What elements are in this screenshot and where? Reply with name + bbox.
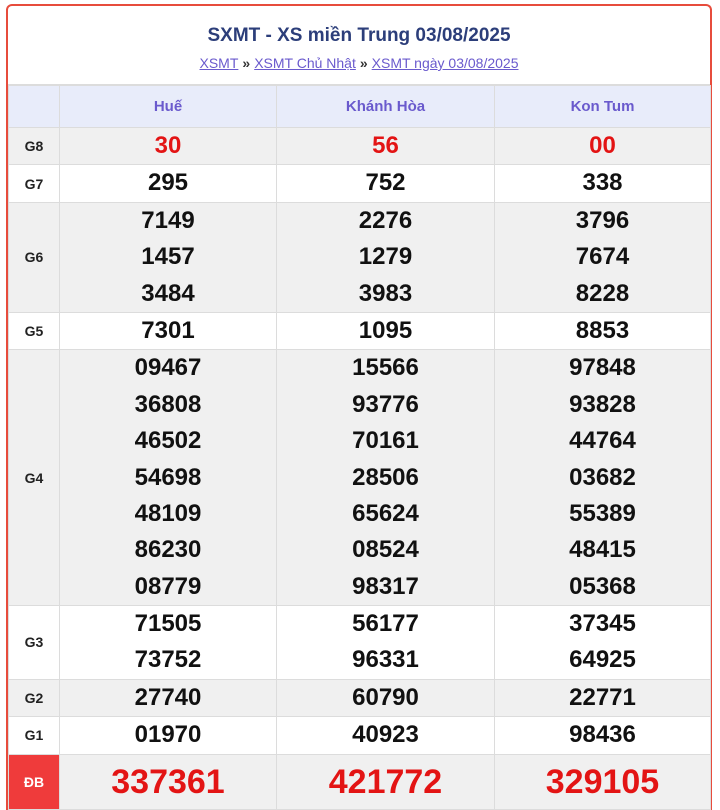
prize-number: 56177	[352, 610, 419, 638]
prize-cell	[495, 679, 711, 716]
prize-row	[9, 312, 711, 349]
page-title: SXMT - XS miền Trung 03/08/2025	[207, 25, 511, 46]
prize-cell	[495, 128, 711, 165]
prize-number: 64925	[569, 646, 636, 674]
prize-cell	[60, 679, 277, 716]
column-header-hue: Huế	[60, 86, 277, 128]
breadcrumb-link-date[interactable]: XSMT ngày 03/08/2025	[371, 55, 519, 71]
prize-cell	[60, 128, 277, 165]
prize-number: 338	[582, 169, 623, 197]
prize-cell	[60, 606, 277, 680]
prize-cell	[277, 754, 495, 809]
prize-cell	[277, 128, 495, 165]
prize-number: 48415	[569, 536, 636, 564]
special-prize-row	[9, 754, 711, 809]
prize-number: 93828	[569, 390, 636, 418]
prize-number: 752	[365, 169, 406, 197]
prize-label: G4	[9, 350, 60, 606]
prize-cell	[277, 679, 495, 716]
prize-number: 01970	[134, 721, 202, 749]
prize-number: 7301	[141, 316, 195, 344]
table-header-row	[9, 86, 711, 128]
prize-number: 93776	[352, 390, 419, 418]
prize-number: 65624	[352, 499, 419, 527]
breadcrumb-separator: »	[359, 55, 368, 71]
prize-number: 295	[147, 169, 189, 197]
breadcrumb-link-xsmt[interactable]: XSMT	[199, 55, 239, 71]
prize-number: 97848	[569, 354, 636, 382]
prize-number: 7149	[141, 206, 195, 234]
prize-cell	[60, 312, 277, 349]
prize-label: G8	[9, 128, 60, 165]
prize-number: 28506	[352, 463, 419, 491]
prize-cell	[277, 312, 495, 349]
prize-number: 40923	[352, 721, 419, 749]
prize-row	[9, 717, 711, 754]
prize-number: 54698	[134, 463, 202, 491]
prize-number: 421772	[328, 762, 443, 801]
prize-row	[9, 165, 711, 202]
prize-number: 15566	[352, 354, 419, 382]
prize-cell	[277, 606, 495, 680]
column-header-kon-tum: Kon Tum	[495, 86, 711, 128]
prize-number: 7674	[575, 243, 630, 271]
prize-number: 86230	[134, 536, 202, 564]
column-header-khanh-hoa: Khánh Hòa	[277, 86, 495, 128]
prize-cell	[495, 606, 711, 680]
prize-number: 337361	[111, 762, 225, 801]
prize-number: 8228	[575, 279, 630, 307]
prize-number: 96331	[352, 646, 419, 674]
prize-cell	[495, 202, 711, 312]
prize-cell	[495, 754, 711, 809]
prize-number: 46502	[134, 427, 202, 455]
prize-label: ĐB	[9, 754, 60, 809]
prize-cell	[277, 350, 495, 606]
prize-number: 05368	[569, 572, 636, 600]
prize-number: 08524	[352, 536, 419, 564]
prize-cell	[60, 165, 277, 202]
prize-number: 09467	[134, 354, 202, 382]
prize-number: 30	[154, 132, 182, 159]
prize-cell	[60, 754, 277, 809]
prize-number: 00	[589, 132, 616, 159]
results-table	[8, 85, 711, 810]
prize-cell	[60, 202, 277, 312]
prize-number: 22771	[569, 683, 636, 711]
prize-row	[9, 350, 711, 606]
prize-label: G7	[9, 165, 60, 202]
prize-number: 44764	[569, 427, 636, 455]
results-panel	[6, 4, 712, 810]
prize-cell	[495, 350, 711, 606]
breadcrumb-link-sunday[interactable]: XSMT Chủ Nhật	[254, 55, 356, 71]
breadcrumb	[8, 54, 710, 72]
prize-number: 55389	[569, 499, 636, 527]
results-body	[9, 128, 711, 810]
prize-cell	[60, 350, 277, 606]
prize-cell	[60, 717, 277, 754]
prize-label: G3	[9, 606, 60, 680]
prize-cell	[495, 312, 711, 349]
prize-number: 36808	[134, 390, 202, 418]
prize-label: G2	[9, 679, 60, 716]
prize-number: 98436	[569, 721, 636, 749]
prize-number: 71505	[134, 610, 202, 638]
prize-number: 70161	[352, 427, 419, 455]
prize-number: 1279	[358, 243, 413, 271]
results-header	[8, 6, 710, 85]
breadcrumb-separator: »	[242, 55, 251, 71]
prize-number: 3983	[358, 279, 413, 307]
prize-number: 329105	[545, 762, 660, 801]
prize-cell	[277, 165, 495, 202]
prize-number: 1457	[141, 243, 195, 271]
prize-number: 3484	[141, 279, 195, 307]
prize-number: 08779	[134, 572, 202, 600]
prize-cell	[277, 717, 495, 754]
prize-number: 37345	[569, 610, 636, 638]
prize-row	[9, 128, 711, 165]
prize-number: 98317	[352, 572, 419, 600]
prize-number: 1095	[358, 316, 413, 344]
prize-number: 73752	[134, 646, 202, 674]
prize-cell	[277, 202, 495, 312]
prize-label: G5	[9, 312, 60, 349]
prize-row	[9, 606, 711, 680]
prize-row	[9, 202, 711, 312]
prize-number: 2276	[358, 206, 413, 234]
prize-number: 48109	[134, 499, 202, 527]
prize-label: G1	[9, 717, 60, 754]
prize-row	[9, 679, 711, 716]
prize-number: 60790	[352, 683, 419, 711]
prize-number: 56	[372, 132, 399, 159]
prize-number: 8853	[575, 316, 630, 344]
prize-label: G6	[9, 202, 60, 312]
prize-number: 03682	[569, 463, 636, 491]
corner-cell	[9, 86, 60, 128]
prize-number: 3796	[575, 206, 630, 234]
prize-cell	[495, 165, 711, 202]
prize-number: 27740	[134, 683, 202, 711]
prize-cell	[495, 717, 711, 754]
